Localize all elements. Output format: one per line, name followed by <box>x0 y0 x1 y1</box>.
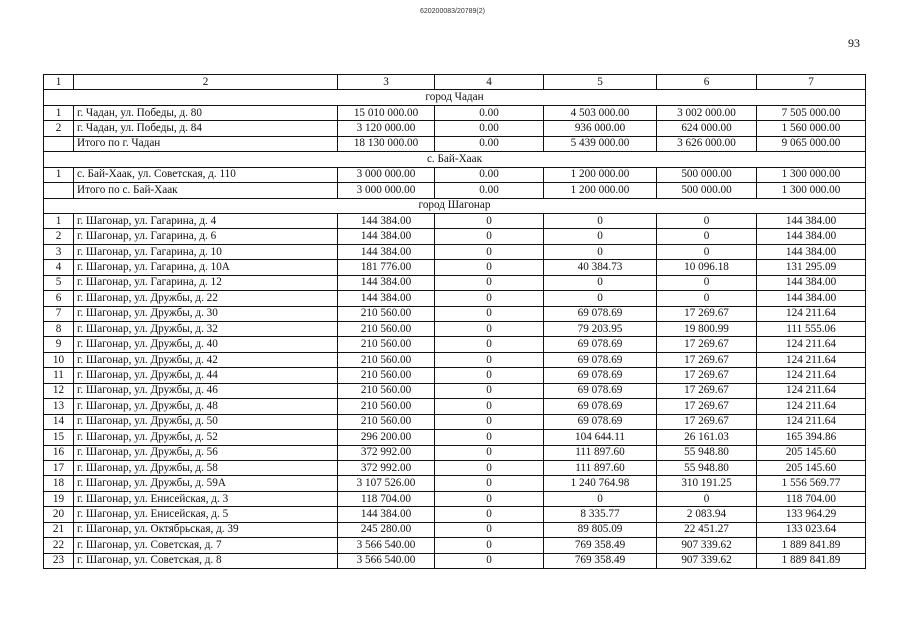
table-cell: 17 269.67 <box>657 352 757 367</box>
table-row <box>44 460 866 475</box>
table-row <box>44 414 866 429</box>
table-row <box>44 399 866 414</box>
table-cell: 0 <box>435 445 544 460</box>
table-cell: 133 964.29 <box>757 507 866 522</box>
table-cell: г. Шагонар, ул. Дружбы, д. 50 <box>74 414 338 429</box>
table-cell: г. Шагонар, ул. Енисейская, д. 5 <box>74 507 338 522</box>
table-cell: 131 295.09 <box>757 260 866 275</box>
table-cell: 9 065 000.00 <box>757 136 866 151</box>
table-cell: 3 566 540.00 <box>338 538 435 553</box>
table-cell: Итого по с. Бай-Хаак <box>74 183 338 198</box>
table-cell: г. Шагонар, ул. Гагарина, д. 4 <box>74 213 338 228</box>
table-cell: 0 <box>657 491 757 506</box>
table-cell: 296 200.00 <box>338 430 435 445</box>
table-cell: 20 <box>44 507 74 522</box>
column-header-row <box>44 75 866 90</box>
table-cell: 3 626 000.00 <box>657 136 757 151</box>
table-cell: г. Шагонар, ул. Советская, д. 8 <box>74 553 338 568</box>
table-cell: 17 269.67 <box>657 399 757 414</box>
column-header: 6 <box>657 75 757 90</box>
section-title: с. Бай-Хаак <box>44 152 866 167</box>
table-cell: 3 120 000.00 <box>338 121 435 136</box>
table-cell: 5 <box>44 275 74 290</box>
table-cell: 210 560.00 <box>338 337 435 352</box>
table-row <box>44 507 866 522</box>
table-cell: 210 560.00 <box>338 322 435 337</box>
table-cell: 69 078.69 <box>544 399 657 414</box>
section-header-row <box>44 90 866 105</box>
table-cell: г. Шагонар, ул. Гагарина, д. 10 <box>74 244 338 259</box>
table-cell: Итого по г. Чадан <box>74 136 338 151</box>
table-cell: 144 384.00 <box>338 507 435 522</box>
table-cell: 205 145.60 <box>757 460 866 475</box>
table-cell: г. Шагонар, ул. Октябрьская, д. 39 <box>74 522 338 537</box>
table-cell: 2 <box>44 121 74 136</box>
table-cell: 13 <box>44 399 74 414</box>
table-cell: 124 211.64 <box>757 368 866 383</box>
table-cell: 0 <box>435 383 544 398</box>
table-cell: 16 <box>44 445 74 460</box>
table-row <box>44 368 866 383</box>
table-row <box>44 352 866 367</box>
table-cell: г. Чадан, ул. Победы, д. 84 <box>74 121 338 136</box>
table-cell: 19 <box>44 491 74 506</box>
table-cell: 210 560.00 <box>338 352 435 367</box>
table-cell: 1 240 764.98 <box>544 476 657 491</box>
table-cell: г. Шагонар, ул. Дружбы, д. 52 <box>74 430 338 445</box>
table-cell: г. Шагонар, ул. Дружбы, д. 56 <box>74 445 338 460</box>
table-cell: 181 776.00 <box>338 260 435 275</box>
table-cell: 69 078.69 <box>544 352 657 367</box>
table-cell: г. Шагонар, ул. Дружбы, д. 22 <box>74 291 338 306</box>
column-header: 1 <box>44 75 74 90</box>
table-cell: 1 <box>44 213 74 228</box>
table-cell: с. Бай-Хаак, ул. Советская, д. 110 <box>74 167 338 182</box>
table-cell: 210 560.00 <box>338 306 435 321</box>
table-cell: 0 <box>435 275 544 290</box>
table-cell: 0 <box>657 213 757 228</box>
table-cell: 1 889 841.89 <box>757 553 866 568</box>
table-cell: 3 002 000.00 <box>657 105 757 120</box>
table-cell: 118 704.00 <box>757 491 866 506</box>
table-cell: 3 000 000.00 <box>338 167 435 182</box>
table-row <box>44 322 866 337</box>
table-row <box>44 105 866 120</box>
table-cell: 18 130 000.00 <box>338 136 435 151</box>
table-cell: 133 023.64 <box>757 522 866 537</box>
table-cell: 0 <box>435 507 544 522</box>
table-cell: г. Шагонар, ул. Гагарина, д. 6 <box>74 229 338 244</box>
table-cell: 124 211.64 <box>757 383 866 398</box>
table-cell: г. Шагонар, ул. Дружбы, д. 59А <box>74 476 338 491</box>
table-cell: 18 <box>44 476 74 491</box>
table-cell: 17 269.67 <box>657 383 757 398</box>
table-cell: 17 269.67 <box>657 414 757 429</box>
table-cell: 0 <box>435 229 544 244</box>
table-cell: 210 560.00 <box>338 383 435 398</box>
table-row <box>44 167 866 182</box>
table-cell: 624 000.00 <box>657 121 757 136</box>
table-cell: 0 <box>435 213 544 228</box>
table-cell: 372 992.00 <box>338 445 435 460</box>
table-row <box>44 383 866 398</box>
table-cell: 79 203.95 <box>544 322 657 337</box>
document-id: 620200083/20789(2) <box>419 8 485 15</box>
total-row <box>44 136 866 151</box>
table-cell: 23 <box>44 553 74 568</box>
section-title: город Шагонар <box>44 198 866 213</box>
table-cell: 69 078.69 <box>544 368 657 383</box>
table-cell: 17 269.67 <box>657 306 757 321</box>
table-cell: 1 556 569.77 <box>757 476 866 491</box>
table-cell: 26 161.03 <box>657 430 757 445</box>
table-cell: 124 211.64 <box>757 337 866 352</box>
table-row <box>44 522 866 537</box>
table-cell: 12 <box>44 383 74 398</box>
table-cell: 8 <box>44 322 74 337</box>
table-row <box>44 445 866 460</box>
table-cell: 0 <box>544 229 657 244</box>
table-cell: 0 <box>544 213 657 228</box>
table-cell: 0 <box>435 291 544 306</box>
table-cell: 111 897.60 <box>544 445 657 460</box>
table-cell: г. Шагонар, ул. Советская, д. 7 <box>74 538 338 553</box>
table-cell: 8 335.77 <box>544 507 657 522</box>
table-cell: 124 211.64 <box>757 399 866 414</box>
table-row <box>44 306 866 321</box>
table-cell: 1 560 000.00 <box>757 121 866 136</box>
table-cell: 19 800.99 <box>657 322 757 337</box>
table-cell: 0 <box>435 430 544 445</box>
table-cell: 500 000.00 <box>657 183 757 198</box>
table-cell: 0.00 <box>435 136 544 151</box>
table-cell: 4 <box>44 260 74 275</box>
table-cell: 89 805.09 <box>544 522 657 537</box>
table-cell: 769 358.49 <box>544 538 657 553</box>
table-cell: 769 358.49 <box>544 553 657 568</box>
table-cell: 0 <box>435 491 544 506</box>
table-cell: 17 269.67 <box>657 368 757 383</box>
table-row <box>44 538 866 553</box>
table-cell: 118 704.00 <box>338 491 435 506</box>
table-cell: 0 <box>435 352 544 367</box>
table-cell: г. Шагонар, ул. Дружбы, д. 40 <box>74 337 338 352</box>
section-header-row <box>44 198 866 213</box>
table-row <box>44 430 866 445</box>
table-cell: 144 384.00 <box>757 275 866 290</box>
page-number: 93 <box>848 36 860 50</box>
table-cell: 22 <box>44 538 74 553</box>
table-cell: 0 <box>544 275 657 290</box>
table-cell: 500 000.00 <box>657 167 757 182</box>
table-cell: 0.00 <box>435 167 544 182</box>
table-cell: 0 <box>435 244 544 259</box>
table-cell: 0 <box>435 368 544 383</box>
table-cell: 0 <box>435 476 544 491</box>
section-header-row <box>44 152 866 167</box>
table-cell: 7 <box>44 306 74 321</box>
table-cell: 907 339.62 <box>657 553 757 568</box>
table-cell: 144 384.00 <box>757 213 866 228</box>
table-cell: 144 384.00 <box>757 291 866 306</box>
table-cell: 0 <box>435 306 544 321</box>
table-cell: 144 384.00 <box>757 244 866 259</box>
table-cell: 210 560.00 <box>338 368 435 383</box>
table-cell: 210 560.00 <box>338 414 435 429</box>
table-cell: г. Шагонар, ул. Дружбы, д. 42 <box>74 352 338 367</box>
table-cell: 124 211.64 <box>757 352 866 367</box>
table-cell: г. Шагонар, ул. Дружбы, д. 30 <box>74 306 338 321</box>
table-cell: г. Шагонар, ул. Дружбы, д. 32 <box>74 322 338 337</box>
table-cell: 144 384.00 <box>757 229 866 244</box>
table-cell: 0 <box>435 399 544 414</box>
table-cell: 55 948.80 <box>657 460 757 475</box>
table-cell: 144 384.00 <box>338 229 435 244</box>
table-cell: г. Шагонар, ул. Гагарина, д. 10А <box>74 260 338 275</box>
table-cell: 372 992.00 <box>338 460 435 475</box>
table-cell: 7 505 000.00 <box>757 105 866 120</box>
table-cell: 5 439 000.00 <box>544 136 657 151</box>
table-cell: 0 <box>435 260 544 275</box>
table-cell: 10 <box>44 352 74 367</box>
table-cell: 0 <box>544 491 657 506</box>
table-cell: 1 300 000.00 <box>757 183 866 198</box>
table-cell: 17 269.67 <box>657 337 757 352</box>
table-cell: 165 394.86 <box>757 430 866 445</box>
table-cell: 0 <box>657 291 757 306</box>
table-row <box>44 291 866 306</box>
column-header: 2 <box>74 75 338 90</box>
section-title: город Чадан <box>44 90 866 105</box>
data-table <box>43 74 866 569</box>
table-cell: 9 <box>44 337 74 352</box>
table-row <box>44 244 866 259</box>
table-cell: 111 555.06 <box>757 322 866 337</box>
table-cell: 144 384.00 <box>338 213 435 228</box>
table-row <box>44 229 866 244</box>
table-cell <box>44 183 74 198</box>
table-cell: 1 200 000.00 <box>544 167 657 182</box>
table-cell: 0 <box>657 244 757 259</box>
table-cell: 14 <box>44 414 74 429</box>
table-row <box>44 213 866 228</box>
table-cell: 3 000 000.00 <box>338 183 435 198</box>
table-cell: 144 384.00 <box>338 291 435 306</box>
table-cell: 21 <box>44 522 74 537</box>
table-cell: 0 <box>435 322 544 337</box>
table-row <box>44 476 866 491</box>
table-cell: 69 078.69 <box>544 306 657 321</box>
table-cell: 210 560.00 <box>338 399 435 414</box>
table-cell: 124 211.64 <box>757 414 866 429</box>
table-cell: 0 <box>435 414 544 429</box>
table-row <box>44 491 866 506</box>
table-cell: 1 <box>44 105 74 120</box>
table-cell: г. Шагонар, ул. Дружбы, д. 44 <box>74 368 338 383</box>
total-row <box>44 183 866 198</box>
table-cell: 6 <box>44 291 74 306</box>
table-cell: 104 644.11 <box>544 430 657 445</box>
table-cell: 144 384.00 <box>338 244 435 259</box>
table-cell: 0 <box>544 291 657 306</box>
table-cell: 3 566 540.00 <box>338 553 435 568</box>
table-row <box>44 275 866 290</box>
table-cell: г. Шагонар, ул. Дружбы, д. 48 <box>74 399 338 414</box>
table-cell: г. Шагонар, ул. Дружбы, д. 46 <box>74 383 338 398</box>
table-cell: 1 200 000.00 <box>544 183 657 198</box>
table-cell: 3 107 526.00 <box>338 476 435 491</box>
table-row <box>44 260 866 275</box>
column-header: 7 <box>757 75 866 90</box>
table-cell: г. Шагонар, ул. Дружбы, д. 58 <box>74 460 338 475</box>
table-cell: 0.00 <box>435 121 544 136</box>
table-row <box>44 553 866 568</box>
table-cell: 936 000.00 <box>544 121 657 136</box>
table-cell: 1 300 000.00 <box>757 167 866 182</box>
table-cell: 4 503 000.00 <box>544 105 657 120</box>
table-cell: 40 384.73 <box>544 260 657 275</box>
table-cell: 22 451.27 <box>657 522 757 537</box>
table-cell: 69 078.69 <box>544 383 657 398</box>
table-cell: г. Чадан, ул. Победы, д. 80 <box>74 105 338 120</box>
table-cell: 0 <box>657 275 757 290</box>
table-cell: 245 280.00 <box>338 522 435 537</box>
table-row <box>44 337 866 352</box>
table-row <box>44 121 866 136</box>
table-cell: 0 <box>435 337 544 352</box>
table-cell: 11 <box>44 368 74 383</box>
table-cell: 310 191.25 <box>657 476 757 491</box>
table-cell: 0 <box>657 229 757 244</box>
table-cell: г. Шагонар, ул. Енисейская, д. 3 <box>74 491 338 506</box>
table-cell: г. Шагонар, ул. Гагарина, д. 12 <box>74 275 338 290</box>
table-cell: 1 889 841.89 <box>757 538 866 553</box>
table-cell: 69 078.69 <box>544 337 657 352</box>
table-cell: 0 <box>544 244 657 259</box>
table-cell: 0.00 <box>435 105 544 120</box>
table-cell: 15 010 000.00 <box>338 105 435 120</box>
table-cell: 15 <box>44 430 74 445</box>
table-cell: 17 <box>44 460 74 475</box>
table-body <box>44 75 866 569</box>
table-cell: 1 <box>44 167 74 182</box>
table-cell: 10 096.18 <box>657 260 757 275</box>
table-cell: 111 897.60 <box>544 460 657 475</box>
table-cell: 907 339.62 <box>657 538 757 553</box>
table-cell: 0 <box>435 538 544 553</box>
table-cell: 0 <box>435 460 544 475</box>
table-cell <box>44 136 74 151</box>
column-header: 4 <box>435 75 544 90</box>
table-cell: 0 <box>435 522 544 537</box>
column-header: 5 <box>544 75 657 90</box>
table-cell: 55 948.80 <box>657 445 757 460</box>
table-cell: 144 384.00 <box>338 275 435 290</box>
column-header: 3 <box>338 75 435 90</box>
table-cell: 205 145.60 <box>757 445 866 460</box>
table-cell: 2 083.94 <box>657 507 757 522</box>
table-cell: 3 <box>44 244 74 259</box>
table-cell: 2 <box>44 229 74 244</box>
table-cell: 69 078.69 <box>544 414 657 429</box>
table-cell: 124 211.64 <box>757 306 866 321</box>
table-cell: 0.00 <box>435 183 544 198</box>
table-cell: 0 <box>435 553 544 568</box>
